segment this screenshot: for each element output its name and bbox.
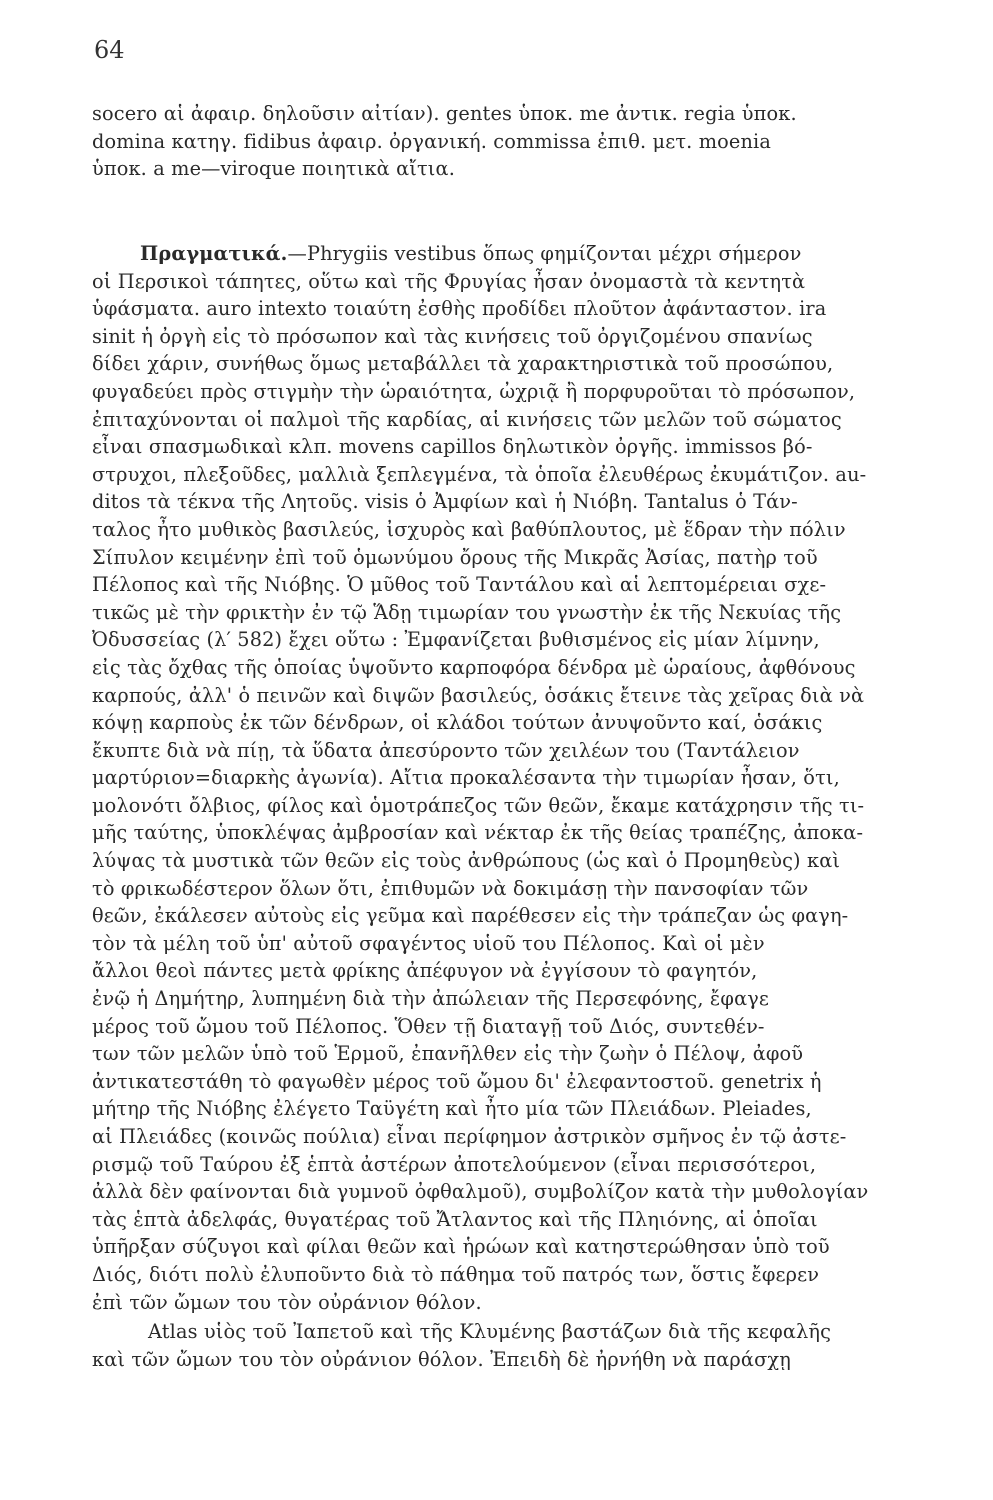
text-line: στρυχοι, πλεξοῦδες, μαλλιὰ ξεπλεγμένα, τὰ ὁποῖα ἐλευθέρως ἐκυμάτιζον. au- [92,462,867,486]
text-line: ἐπὶ τῶν ὤμων του τὸν οὐράνιον θόλον. [92,1290,482,1314]
text-line: καὶ τῶν ὤμων του τὸν οὐράνιον θόλον. Ἐπειδὴ δὲ ἠρνήθη νὰ παράσχῃ [92,1347,791,1371]
text-line: ἀντικατεστάθη τὸ φαγωθὲν μέρος τοῦ ὤμου δι' ἐλεφαντοστοῦ. genetrix ἡ [92,1069,822,1093]
text-line: ἄλλοι θεοὶ πάντες μετὰ φρίκης ἀπέφυγον νὰ ἐγγίσουν τὸ φαγητόν, [92,959,758,983]
text-line: ἔκυπτε διὰ νὰ πίῃ, τὰ ὕδατα ἀπεσύροντο τῶν χειλέων του (Ταντάλειον [92,738,800,762]
text-line: μέρος τοῦ ὤμου τοῦ Πέλοπος. Ὅθεν τῇ διαταγῇ τοῦ Διός, συντεθέν- [92,1014,765,1038]
text-line: ἐπιταχύνονται οἱ παλμοὶ τῆς καρδίας, αἱ κινήσεις τῶν μελῶν τοῦ σώματος [92,407,842,431]
text-line: Διός, διότι πολὺ ἐλυποῦντο διὰ τὸ πάθημα τοῦ πατρός των, ὅστις ἔφερεν [92,1262,820,1286]
text-line: ὑπῆρξαν σύζυγοι καὶ φίλαι θεῶν καὶ ἡρώων καὶ κατηστερώθησαν ὑπὸ τοῦ [92,1235,830,1259]
text-line: δίδει χάριν, συνήθως ὅμως μεταβάλλει τὰ χαρακτηριστικὰ τοῦ προσώπου, [92,352,834,376]
intro-paragraph [92,100,966,183]
text-line: sinit ἡ ὀργὴ εἰς τὸ πρόσωπον καὶ τὰς κινήσεις τοῦ ὀργιζομένου σπανίως [92,324,813,348]
text-line: αἱ Πλειάδες (κοινῶς πούλια) εἶναι περίφημον ἀστρικὸν σμῆνος ἐν τῷ ἀστε- [92,1125,847,1148]
text-line: τὰς ἑπτὰ ἀδελφάς, θυγατέρας τοῦ Ἄτλαντος καὶ τῆς Πληιόνης, αἱ ὁποῖαι [92,1207,818,1231]
text-line [92,240,966,268]
text-line: ἐνῷ ἡ Δημήτηρ, λυπημένη διὰ τὴν ἀπώλειαν τῆς Περσεφόνης, ἔφαγε [92,987,770,1011]
section-heading-rest: —Phrygiis vestibus ὅπως φημίζονται μέχρι σήμερον [287,242,802,265]
text-line: μολονότι ὄλβιος, φίλος καὶ ὁμοτράπεζος τῶν θεῶν, ἔκαμε κατάχρησιν τῆς τι- [92,793,865,817]
atlas-paragraph [92,1318,966,1373]
text-line: ἀλλὰ δὲν φαίνονται διὰ γυμνοῦ ὀφθαλμοῦ), συμβολίζον κατὰ τὴν μυθολογίαν [92,1180,869,1204]
text-line: οἱ Περσικοὶ τάπητες, οὕτω καὶ τῆς Φρυγίας ἦσαν ὀνομαστὰ τὰ κεντητὰ [92,269,806,293]
text-line: μήτηρ τῆς Νιόβης ἐλέγετο Ταϋγέτη καὶ ἦτο μία τῶν Πλειάδων. Pleiades, [92,1097,812,1121]
text-line: τικῶς μὲ τὴν φρικτὴν ἐν τῷ Ἅδῃ τιμωρίαν του γνωστὴν ἐκ τῆς Νεκυίας τῆς [92,600,842,624]
text-line: κόψῃ καρποὺς ἐκ τῶν δένδρων, οἱ κλάδοι τούτων ἀνυψοῦντο καί, ὁσάκις [92,711,823,735]
section-heading: Πραγματικά. [140,242,288,265]
text-line: λύψας τὰ μυστικὰ τῶν θεῶν εἰς τοὺς ἀνθρώπους (ὡς καὶ ὁ Προμηθεὺς) καὶ [92,849,841,873]
text-line: μῆς ταύτης, ὑποκλέψας ἀμβροσίαν καὶ νέκταρ ἐκ τῆς θείας τραπέζης, ἀποκα- [92,821,864,845]
text-line: εἰς τὰς ὄχθας τῆς ὁποίας ὑψοῦντο καρποφόρα δένδρα μὲ ὡραίους, ἀφθόνους [92,655,856,679]
text-line: ditos τὰ τέκνα τῆς Λητοῦς. visis ὁ Ἀμφίων καὶ ἡ Νιόβη. Tantalus ὁ Τάν- [92,490,798,514]
text-line: socero αἱ ἀφαιρ. δηλοῦσιν αἰτίαν). gentes ὑποκ. me ἀντικ. regia ὑποκ. [92,102,797,125]
text-line: ταλος ἦτο μυθικὸς βασιλεύς, ἰσχυρὸς καὶ βαθύπλουτος, μὲ ἕδραν τὴν πόλιν [92,517,846,541]
text-line: καρπούς, ἀλλ' ὁ πεινῶν καὶ διψῶν βασιλεύς, ὁσάκις ἔτεινε τὰς χεῖρας διὰ νὰ [92,683,865,707]
text-line: ρισμῷ τοῦ Ταύρου ἐξ ἑπτὰ ἀστέρων ἀποτελούμενον (εἶναι περισσότεροι, [92,1152,817,1176]
text-line: μαρτύριον=διαρκὴς ἀγωνία). Αἴτια προκαλέσαντα τὴν τιμωρίαν ἦσαν, ὅτι, [92,766,840,790]
text-line: τὸν τὰ μέλη τοῦ ὑπ' αὐτοῦ σφαγέντος υἱοῦ του Πέλοπος. Καὶ οἱ μὲν [92,931,765,955]
text-line: θεῶν, ἐκάλεσεν αὐτοὺς εἰς γεῦμα καὶ παρέθεσεν εἰς τὴν τράπεζαν ὡς φαγη- [92,904,849,928]
commentary-paragraph [92,240,966,1316]
text-line: ὑποκ. a me—viroque ποιητικὰ αἴτια. [92,157,455,181]
text-line: Σίπυλον κειμένην ἐπὶ τοῦ ὁμωνύμου ὄρους τῆς Μικρᾶς Ἀσίας, πατὴρ τοῦ [92,545,818,569]
text-line: τὸ φρικωδέστερον ὅλων ὅτι, ἐπιθυμῶν νὰ δοκιμάσῃ τὴν πανσοφίαν τῶν [92,876,809,900]
text-line: φυγαδεύει πρὸς στιγμὴν τὴν ὡραιότητα, ὠχριᾷ ἢ πορφυροῦται τὸ πρόσωπον, [92,379,856,403]
text-line: των τῶν μελῶν ὑπὸ τοῦ Ἑρμοῦ, ἐπανῆλθεν εἰς τὴν ζωὴν ὁ Πέλοψ, ἀφοῦ [92,1042,804,1066]
text-line: Atlas υἱὸς τοῦ Ἰαπετοῦ καὶ τῆς Κλυμένης βαστάζων διὰ τῆς κεφαλῆς [148,1320,832,1343]
page-number: 64 [94,36,125,64]
text-line: Πέλοπος καὶ τῆς Νιόβης. Ὁ μῦθος τοῦ Ταντάλου καὶ αἱ λεπτομέρειαι σχε- [92,573,827,597]
text-line: Ὀδυσσείας (λ′ 582) ἔχει οὕτω : Ἐμφανίζεται βυθισμένος εἰς μίαν λίμνην, [92,628,820,652]
text-line: domina κατηγ. fidibus ἀφαιρ. ὀργανική. commissa ἐπιθ. μετ. moenia [92,129,772,153]
text-line: εἶναι σπασμωδικαὶ κλπ. movens capillos δηλωτικὸν ὀργῆς. immissos βό- [92,435,813,459]
text-line: ὑφάσματα. auro intexto τοιαύτη ἐσθὴς προδίδει πλοῦτον ἀφάνταστον. ira [92,297,827,321]
